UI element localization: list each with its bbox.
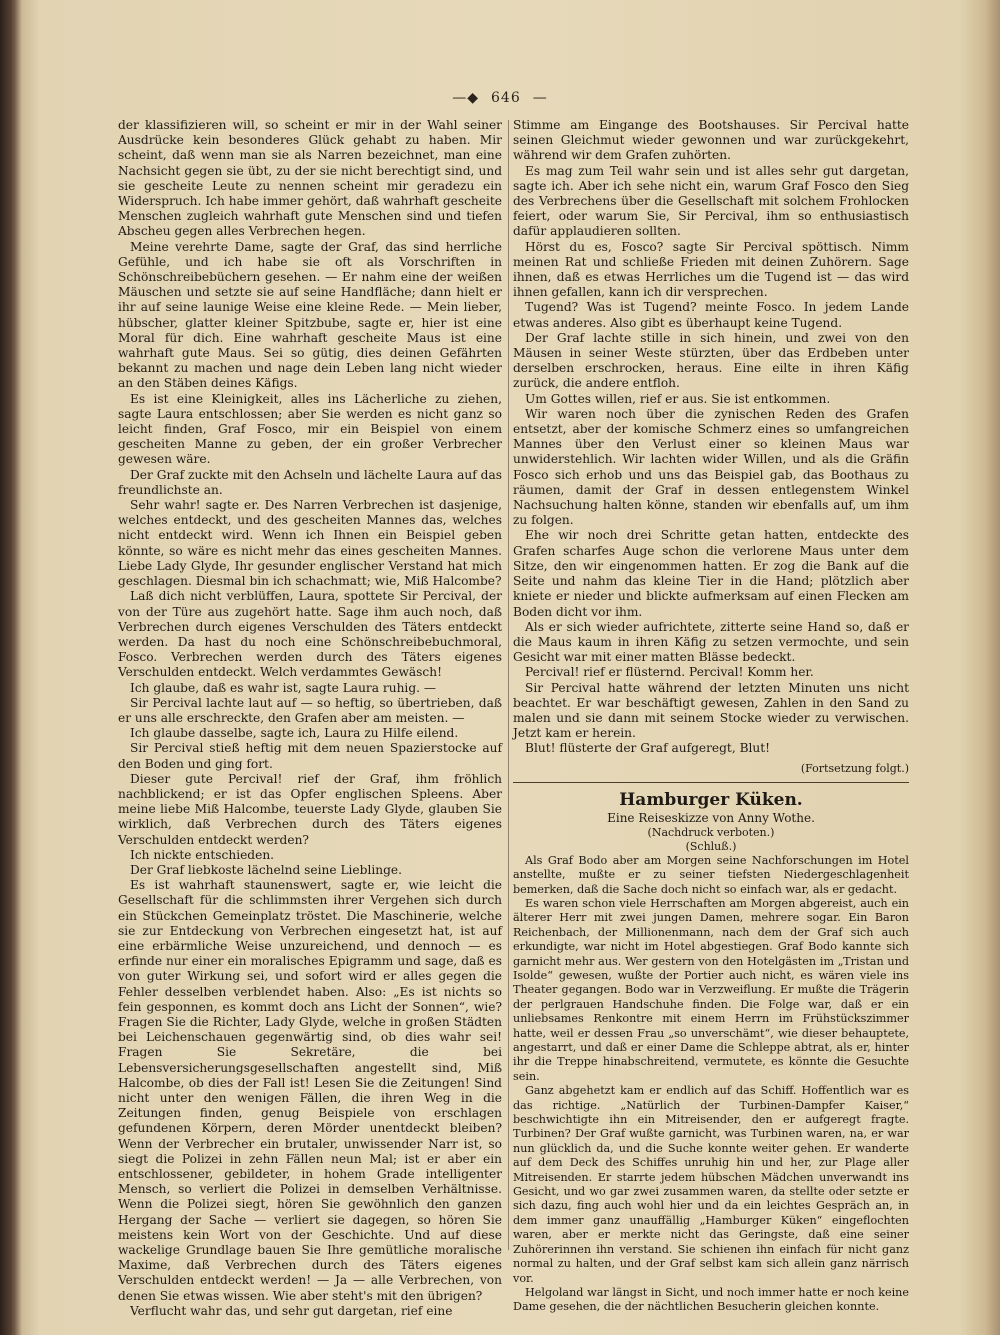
right-column [513,118,909,1314]
paragraph: Um Gottes willen, rief er aus. Sie ist entkommen. [525,391,831,406]
paragraph: Der Graf lachte stille in sich hinein, und zwei von den Mäusen in seiner Weste stürzten, über das Erdbeben unter derselben erschrocken, heraus. Eine eilte in ihren Käfig zurück, die andere entfloh. [513,330,909,391]
header-ornament-right: — [532,90,548,106]
page-number: 646 [491,90,521,106]
paragraph: Sir Percival hatte während der letzten Minuten uns nicht beachtet. Er war beschäftigt gewesen, Zahlen in den Sand zu malen und sie dann mit seinem Stocke wieder zu verwischen. Jetzt kam er herein. [513,680,909,741]
paragraph: der klassifizieren will, so scheint er mir in der Wahl seiner Ausdrücke kein besonderes Glück gehabt zu haben. Mir scheint, daß wenn man sie als Narren bezeichnet, man eine Nachsicht gegen sie übt, zu der sie nicht berechtigt sind, und sie gescheite Leute zu nennen scheint mir geradezu ein Widerspruch. Ich habe immer gehört, daß wahrhaft gescheite Menschen zugleich wahrhaft gute Menschen sind und tiefen Abscheu gegen alles Verbrechen hegen. [118,118,502,239]
continuation-note: (Fortsetzung folgt.) [800,761,909,775]
story-part-note: (Schluß.) [685,839,737,853]
paragraph: Sehr wahr! sagte er. Des Narren Verbrechen ist dasjenige, welches entdeckt, und des gescheiten Mannes das, welches nicht entdeckt wird. Wenn ich Ihnen ein Beispiel geben könnte, so wäre es nicht mehr das eines gescheiten Mannes. Liebe Lady Glyde, Ihr gesunder englischer Verstand hat mich geschlagen. Diesmal bin ich schachmatt; wie, Miß Halcombe? [118,498,502,589]
binding-edge [0,0,12,1335]
paragraph: Percival! rief er flüsternd. Percival! Komm her. [525,665,814,680]
paragraph: Der Graf liebkoste lächelnd seine Lieblinge. [130,862,402,877]
paragraph: Laß dich nicht verblüffen, Laura, spottete Sir Percival, der von der Türe aus zugehört hatte. Sage ihm auch noch, daß Verbrechen durch eigenes Verschulden des Täters entdeckt werden. Da hast du noch eine Schönschreibebuchmoral, Fosco. Verbrechen werden durch des Täters eigenes Verschulden entdeckt. Welch verdammtes Gewäsch! [118,589,502,680]
paragraph: Als Graf Bodo aber am Morgen seine Nachforschungen im Hotel anstellte, mußte er zu seiner tiefsten Niedergeschlagenheit bemerken, daß die Sache doch nicht so einfach war, als er gedacht. [513,853,909,896]
paragraph: Stimme am Eingange des Bootshauses. Sir Percival hatte seinen Gleichmut wieder gewonnen und war zurückgekehrt, während wir dem Grafen zuhörten. [513,118,909,163]
paragraph: Helgoland war längst in Sicht, und noch immer hatte er noch keine Dame gesehen, die der nächtlichen Besucherin gleichen konnte. [513,1285,909,1314]
paragraph: Blut! flüsterte der Graf aufgeregt, Blut! [525,741,771,756]
paragraph: Es ist eine Kleinigkeit, alles ins Lächerliche zu ziehen, sagte Laura entschlossen; aber Sie werden es nicht ganz so leicht finden, Graf Fosco, mir ein Beispiel von einem gescheiten Manne zu geben, der ein großer Verbrecher gewesen wäre. [118,391,502,467]
paragraph: Sir Percival stieß heftig mit dem neuen Spazierstocke auf den Boden und ging fort. [118,741,502,771]
paragraph: Wir waren noch über die zynischen Reden des Grafen entsetzt, aber der komische Schmerz eines so umfangreichen Mannes über den Verlust einer so kleinen Maus war unwiderstehlich. Wir lachten wider Willen, und als die Gräfin Fosco sich erhob und uns das Beispiel gab, das Boothaus zu räumen, damit der Graf in dessen entlegenstem Winkel Nachsuchung halten könne, standen wir ebenfalls auf, um ihm zu folgen. [513,406,909,528]
paragraph: Ich nickte entschieden. [130,847,275,862]
paragraph: Es mag zum Teil wahr sein und ist alles sehr gut dargetan, sagte ich. Aber ich sehe nicht ein, warum Graf Fosco den Sieg des Verbrechens über die Gesellschaft mit solchem Frohlocken feiert, oder warum Sie, Sir Percival, ihm so enthusiastisch dafür applaudieren sollten. [513,163,909,239]
column-divider [508,120,509,1250]
paragraph: Ich glaube, daß es wahr ist, sagte Laura ruhig. — [130,680,437,695]
story-text [513,854,909,1315]
paragraph: Verflucht wahr das, und sehr gut dargetan, rief eine [130,1303,453,1318]
paragraph: Ich glaube dasselbe, sagte ich, Laura zu Hilfe eilend. [130,726,459,741]
paragraph: Dieser gute Percival! rief der Graf, ihm fröhlich nachblickend; er ist das Opfer englischen Spleens. Aber meine liebe Miß Halcombe, teuerste Lady Glyde, glauben Sie wirklich, daß Verbrechen durch des Täters eigenes Verschulden entdeckt werden? [118,771,502,847]
paragraph: Tugend? Was ist Tugend? meinte Fosco. In jedem Lande etwas anderes. Also gibt es überhaupt keine Tugend. [513,300,909,330]
left-column [118,118,502,1318]
paragraph: Es waren schon viele Herrschaften am Morgen abgereist, auch ein älterer Herr mit zwei jungen Damen, mehrere sogar. Ein Baron Reichenbach, der Millionenmann, nach dem der Graf sich auch erkundigte, war nicht im Hotel abgestiegen. Graf Bodo kannte sich garnicht mehr aus. Wer gestern von den Hotelgästen im „Tristan und Isolde“ gewesen, wußte der Portier auch nicht, es wären viele ins Theater gegangen. Bodo war in Verzweiflung. Er mußte die Trägerin der perlgrauen Handschuhe finden. Die Folge war, daß er ein unliebsames Renkontre mit einem Herrn im Frühstückszimmer hatte, weil er dessen Frau „so unverschämt“, wie dieser behauptete, angestarrt, und daß er einer Dame die Schleppe abtrat, als er, hinter ihr die Treppe hinabschreitend, vermutete, es könnte die Gesuchte sein. [513,896,909,1083]
paragraph: Es ist wahrhaft staunenswert, sagte er, wie leicht die Gesellschaft für die schlimmsten ihrer Vergehen sich durch ein Stückchen Gemeinplatz tröstet. Die Maschinerie, welche sie zur Entdeckung von Verbrechen eingesetzt hat, ist auf eine erbärmliche Weise unzureichend, und dennoch — es erfinde nur einer ein moralisches Epigramm und sage, daß es von guter Wirkung sei, und sofort wird er alles gegen die Fehler desselben verblendet haben. Also: „Es ist nichts so fein gesponnen, es kommt doch ans Licht der Sonnen“, wie? Fragen Sie die Richter, Lady Glyde, welche in großen Städten bei Leichenschauen gegenwärtig sind, ob dies wahr sei! Fragen Sie Sekretäre, die bei Lebensversicherungsgesellschaften angestellt sind, Miß Halcombe, ob dies der Fall ist! Lesen Sie die Zeitungen! Sind nicht unter den wenigen Fällen, die ihren Weg in die Zeitungen finden, genug Beispiele von erschlagen gefundenen Körpern, deren Mörder unentdeckt bleiben? Wenn der Verbrecher ein brutaler, unwissender Narr ist, so siegt die Polizei in zehn Fällen neun Mal; ist er aber ein entschlossener, gebildeter, in hohem Grade intelligenter Mensch, so verliert die Polizei in demselben Verhältnisse. Wenn die Polizei siegt, hören Sie gewöhnlich den ganzen Hergang der Sache — verliert sie dagegen, so hören Sie meistens kein Wort von der Geschichte. Und auf diese wackelige Grundlage bauen Sie Ihre gemütliche moralische Maxime, daß Verbrechen durch des Täters eigenes Verschulden entdeckt werden! — Ja — alle Verbrechen, von denen Sie etwas wissen. Wie aber steht's mit den übrigen? [118,878,502,1303]
paragraph: Meine verehrte Dame, sagte der Graf, das sind herrliche Gefühle, und ich habe sie oft als Vorschriften in Schönschreibebüchern gesehen. — Er nahm eine der weißen Mäuschen und setzte sie auf seine Handfläche; dann hielt er ihr auf seine launige Weise eine kleine Rede. — Mein lieber, hübscher, glatter kleiner Spitzbube, sagte er, hier ist eine Moral für dich. Eine wahrhaft gescheite Maus ist eine wahrhaft gute Maus. Sei so gütig, dies deinen Gefährten bekannt zu machen und nage dein Leben lang nicht wieder an den Stäben deines Käfigs. [118,239,502,391]
paragraph: Ganz abgehetzt kam er endlich auf das Schiff. Hoffentlich war es das richtige. „Natürlich der Turbinen-Dampfer Kaiser,“ beschwichtigte ihn ein Mitreisender, den er aufgeregt fragte. Turbinen? Der Graf wußte garnicht, was Turbinen waren, na, er war nun glücklich da, und die Suche konnte weiter gehen. Er wanderte auf dem Deck des Schiffes unruhig hin und her, zur Plage aller Mitreisenden. Er starrte jedem hübschen Mädchen unverwandt ins Gesicht, und wo gar zwei zusammen waren, da stellte oder setzte er sich dazu, fing auch wohl hier und da ein leichtes Gespräch an, in dem immer ganz unauffällig „Hamburger Küken“ eingeflochten waren, aber er merkte nicht das Geringste, daß eine seiner Zuhörerinnen ihn verstand. Sie schienen ihn einfach für nicht ganz normal zu halten, und der Graf selbst kam sich allein ganz närrisch vor. [513,1084,909,1285]
paragraph: Als er sich wieder aufrichtete, zitterte seine Hand so, daß er die Maus kaum in ihren Käfig zu setzen vermochte, und sein Gesicht war mit einer matten Blässe bedeckt. [513,619,909,665]
paragraph: Der Graf zuckte mit den Achseln und lächelte Laura auf das freundlichste an. [118,467,502,497]
right-column-text [513,118,909,757]
paragraph: Ehe wir noch drei Schritte getan hatten, entdeckte des Grafen scharfes Auge schon die verlorene Maus unter dem Sitze, den wir eingenommen hatten. Er zog die Bank auf die Seite und nahm das kleine Tier in die Hand; plötzlich aber kniete er nieder und blickte aufmerksam auf einen Flecken am Boden dicht vor ihm. [513,528,909,619]
story-title: Hamburger Küken. [619,789,803,810]
page-header [0,90,1000,106]
paragraph: Sir Percival lachte laut auf — so heftig, so übertrieben, daß er uns alle erschreckte, den Grafen aber am meisten. — [118,695,502,725]
header-ornament-left: —◆ [452,90,480,106]
paragraph: Hörst du es, Fosco? sagte Sir Percival spöttisch. Nimm meinen Rat und schließe Frieden mit deinen Zuhörern. Sage ihnen, daß es etwas Herrliches um die Tugend ist — das wird ihnen gefallen, kann ich dir versprechen. [513,239,909,300]
article-separator [513,782,909,783]
story-rights-note: (Nachdruck verboten.) [647,825,775,839]
story-subtitle: Eine Reiseskizze von Anny Wothe. [607,810,815,825]
